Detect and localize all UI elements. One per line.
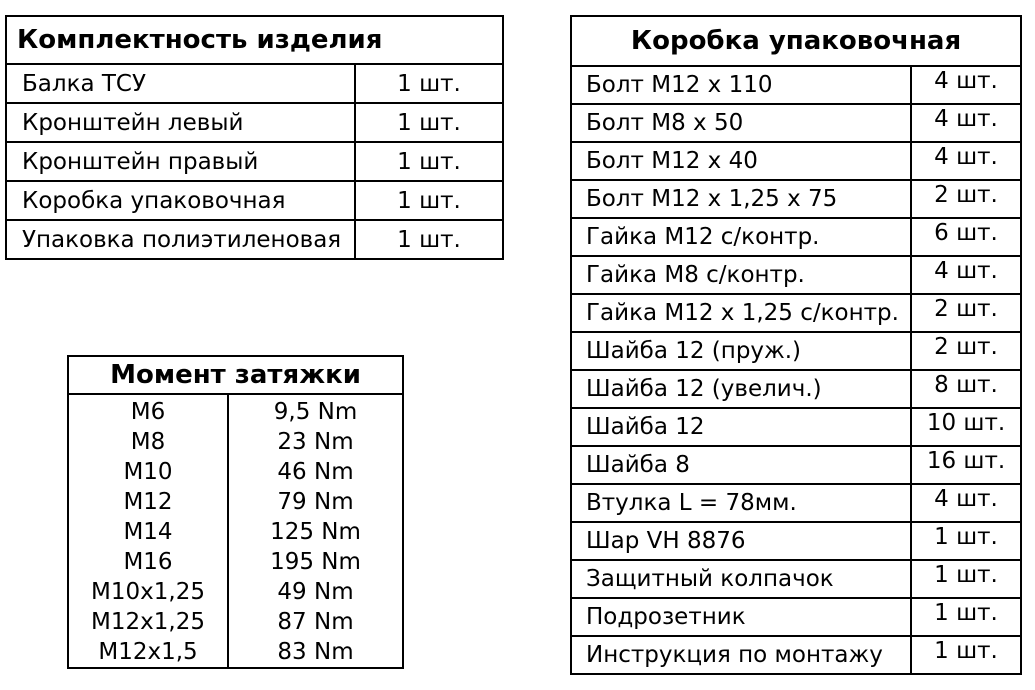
table-row [68, 457, 403, 487]
item-name: Кронштейн левый [6, 103, 355, 142]
item-qty: 4 шт. [911, 104, 1021, 142]
item-name: Гайка М12 с/контр. [571, 218, 911, 256]
item-name: Болт М12 х 40 [571, 142, 911, 180]
table-row [68, 394, 403, 427]
torque-header-row [68, 356, 403, 394]
item-qty: 4 шт. [911, 256, 1021, 294]
item-name: Защитный колпачок [571, 560, 911, 598]
item-qty: 1 шт. [355, 103, 503, 142]
table-row [68, 517, 403, 547]
torque-size: М6 [68, 394, 228, 427]
torque-size: М14 [68, 517, 228, 547]
table-row [571, 636, 1021, 674]
completeness-table [5, 15, 504, 260]
table-row [68, 427, 403, 457]
table-row [6, 64, 503, 103]
torque-size: М12х1,5 [68, 637, 228, 668]
table-row [571, 560, 1021, 598]
table-row [571, 256, 1021, 294]
item-qty: 4 шт. [911, 66, 1021, 104]
item-name: Шайба 12 [571, 408, 911, 446]
torque-value: 79 Nm [228, 487, 403, 517]
item-qty: 1 шт. [355, 181, 503, 220]
table-row [68, 547, 403, 577]
item-qty: 1 шт. [355, 220, 503, 259]
table-row [571, 218, 1021, 256]
table-row [6, 220, 503, 259]
torque-title: Момент затяжки [68, 356, 403, 394]
item-name: Втулка L = 78мм. [571, 484, 911, 522]
table-row [6, 142, 503, 181]
item-qty: 8 шт. [911, 370, 1021, 408]
torque-value: 23 Nm [228, 427, 403, 457]
torque-value: 125 Nm [228, 517, 403, 547]
table-row [571, 142, 1021, 180]
item-qty: 2 шт. [911, 180, 1021, 218]
item-name: Болт М8 х 50 [571, 104, 911, 142]
torque-value: 87 Nm [228, 607, 403, 637]
torque-size: М12 [68, 487, 228, 517]
item-name: Подрозетник [571, 598, 911, 636]
item-qty: 1 шт. [911, 598, 1021, 636]
item-qty: 2 шт. [911, 332, 1021, 370]
torque-value: 49 Nm [228, 577, 403, 607]
item-name: Инструкция по монтажу [571, 636, 911, 674]
item-qty: 1 шт. [911, 560, 1021, 598]
item-name: Шар VH 8876 [571, 522, 911, 560]
item-qty: 16 шт. [911, 446, 1021, 484]
item-qty: 1 шт. [355, 64, 503, 103]
item-name: Шайба 12 (увелич.) [571, 370, 911, 408]
table-row [571, 446, 1021, 484]
table-row [6, 103, 503, 142]
item-name: Шайба 12 (пруж.) [571, 332, 911, 370]
torque-size: М10 [68, 457, 228, 487]
table-row [68, 607, 403, 637]
torque-value: 46 Nm [228, 457, 403, 487]
torque-value: 83 Nm [228, 637, 403, 668]
table-row [571, 104, 1021, 142]
completeness-title: Комплектность изделия [6, 16, 503, 64]
torque-size: М16 [68, 547, 228, 577]
torque-size: М10х1,25 [68, 577, 228, 607]
completeness-header-row [6, 16, 503, 64]
torque-size: М12х1,25 [68, 607, 228, 637]
table-row [6, 181, 503, 220]
table-row [571, 370, 1021, 408]
table-row [68, 487, 403, 517]
torque-value: 9,5 Nm [228, 394, 403, 427]
table-row [68, 637, 403, 668]
table-row [571, 66, 1021, 104]
table-row [571, 598, 1021, 636]
item-qty: 2 шт. [911, 294, 1021, 332]
item-name: Кронштейн правый [6, 142, 355, 181]
table-row [68, 577, 403, 607]
table-row [571, 484, 1021, 522]
box-contents-table [570, 15, 1022, 675]
torque-value: 195 Nm [228, 547, 403, 577]
box-header-row [571, 16, 1021, 66]
table-row [571, 294, 1021, 332]
table-row [571, 408, 1021, 446]
item-name: Болт М12 х 1,25 х 75 [571, 180, 911, 218]
table-row [571, 522, 1021, 560]
item-qty: 6 шт. [911, 218, 1021, 256]
item-qty: 10 шт. [911, 408, 1021, 446]
item-qty: 1 шт. [355, 142, 503, 181]
item-name: Гайка М8 с/контр. [571, 256, 911, 294]
item-name: Коробка упаковочная [6, 181, 355, 220]
item-qty: 4 шт. [911, 484, 1021, 522]
item-qty: 4 шт. [911, 142, 1021, 180]
torque-table [67, 355, 404, 669]
table-row [571, 180, 1021, 218]
item-name: Болт М12 х 110 [571, 66, 911, 104]
item-qty: 1 шт. [911, 636, 1021, 674]
item-name: Шайба 8 [571, 446, 911, 484]
box-title: Коробка упаковочная [571, 16, 1021, 66]
table-row [571, 332, 1021, 370]
item-name: Гайка М12 х 1,25 с/контр. [571, 294, 911, 332]
item-name: Балка ТСУ [6, 64, 355, 103]
torque-size: М8 [68, 427, 228, 457]
item-qty: 1 шт. [911, 522, 1021, 560]
item-name: Упаковка полиэтиленовая [6, 220, 355, 259]
